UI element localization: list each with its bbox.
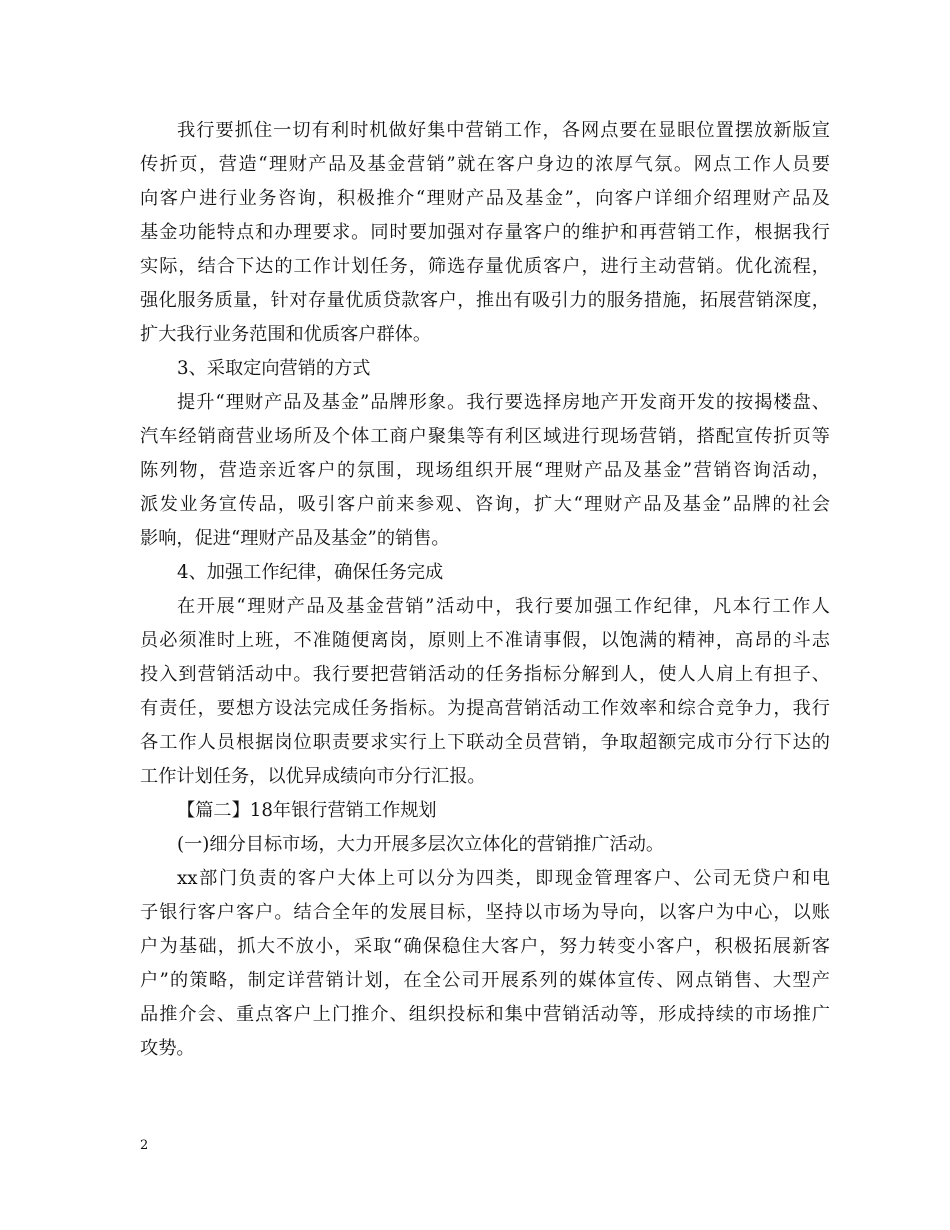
paragraph-line: 向客户进行业务咨询，积极推介“理财产品及基金”，向客户详细介绍理财产品及 xyxy=(140,188,830,209)
paragraph-line: xx部门负责的客户大体上可以分为四类，即现金管理客户、公司无贷户和电 xyxy=(177,868,830,889)
paragraph-line: 在开展“理财产品及基金营销”活动中，我行要加强工作纪律，凡本行工作人 xyxy=(177,596,830,617)
paragraph-line: 提升“理财产品及基金”品牌形象。我行要选择房地产开发商开发的按揭楼盘、 xyxy=(177,392,830,413)
paragraph-line: 有责任，要想方设法完成任务指标。为提高营销活动工作效率和综合竞争力，我行 xyxy=(140,698,830,719)
paragraph-line: 各工作人员根据岗位职责要求实行上下联动全员营销，争取超额完成市分行下达的 xyxy=(140,732,830,753)
paragraph-line: 攻势。 xyxy=(140,1038,195,1059)
section-heading: 4、加强工作纪律，确保任务完成 xyxy=(177,562,444,583)
paragraph-line: 员必须准时上班，不准随便离岗，原则上不准请事假，以饱满的精神，高昂的斗志 xyxy=(140,630,830,651)
paragraph-line: 汽车经销商营业场所及个体工商户聚集等有利区域进行现场营销，搭配宣传折页等 xyxy=(140,426,830,447)
paragraph-line: 户为基础，抓大不放小，采取“确保稳住大客户，努力转变小客户，积极拓展新客 xyxy=(140,936,830,957)
paragraph-line: 我行要抓住一切有利时机做好集中营销工作，各网点要在显眼位置摆放新版宣 xyxy=(177,120,830,141)
paragraph-line: 陈列物，营造亲近客户的氛围，现场组织开展“理财产品及基金”营销咨询活动， xyxy=(140,460,830,481)
paragraph-line: 实际，结合下达的工作计划任务，筛选存量优质客户，进行主动营销。优化流程， xyxy=(140,256,830,277)
page-number: 2 xyxy=(140,1138,149,1153)
paragraph-line: 户”的策略，制定详营销计划，在全公司开展系列的媒体宣传、网点销售、大型产 xyxy=(140,970,830,991)
paragraph-line: 品推介会、重点客户上门推介、组织投标和集中营销活动等，形成持续的市场推广 xyxy=(140,1004,830,1025)
paragraph-line: 扩大我行业务范围和优质客户群体。 xyxy=(140,324,432,345)
document-body xyxy=(140,114,830,1066)
paragraph-line: 投入到营销活动中。我行要把营销活动的任务指标分解到人，使人人肩上有担子、 xyxy=(140,664,830,685)
paragraph-line: 工作计划任务，以优异成绩向市分行汇报。 xyxy=(140,766,486,787)
paragraph-line: 子银行客户客户。结合全年的发展目标，坚持以市场为导向，以客户为中心，以账 xyxy=(140,902,830,923)
paragraph-line: 强化服务质量，针对存量优质贷款客户，推出有吸引力的服务措施，拓展营销深度， xyxy=(140,290,830,311)
paragraph-line: 派发业务宣传品，吸引客户前来参观、咨询，扩大“理财产品及基金”品牌的社会 xyxy=(140,494,830,515)
chapter-heading: 【篇二】18年银行营销工作规划 xyxy=(177,800,437,821)
subsection-heading: (一)细分目标市场，大力开展多层次立体化的营销推广活动。 xyxy=(177,834,665,855)
paragraph-line: 基金功能特点和办理要求。同时要加强对存量客户的维护和再营销工作，根据我行 xyxy=(140,222,830,243)
paragraph-line: 影响，促进“理财产品及基金”的销售。 xyxy=(140,528,450,549)
section-heading: 3、采取定向营销的方式 xyxy=(177,358,371,379)
paragraph-line: 传折页，营造“理财产品及基金营销”就在客户身边的浓厚气氛。网点工作人员要 xyxy=(140,154,830,175)
